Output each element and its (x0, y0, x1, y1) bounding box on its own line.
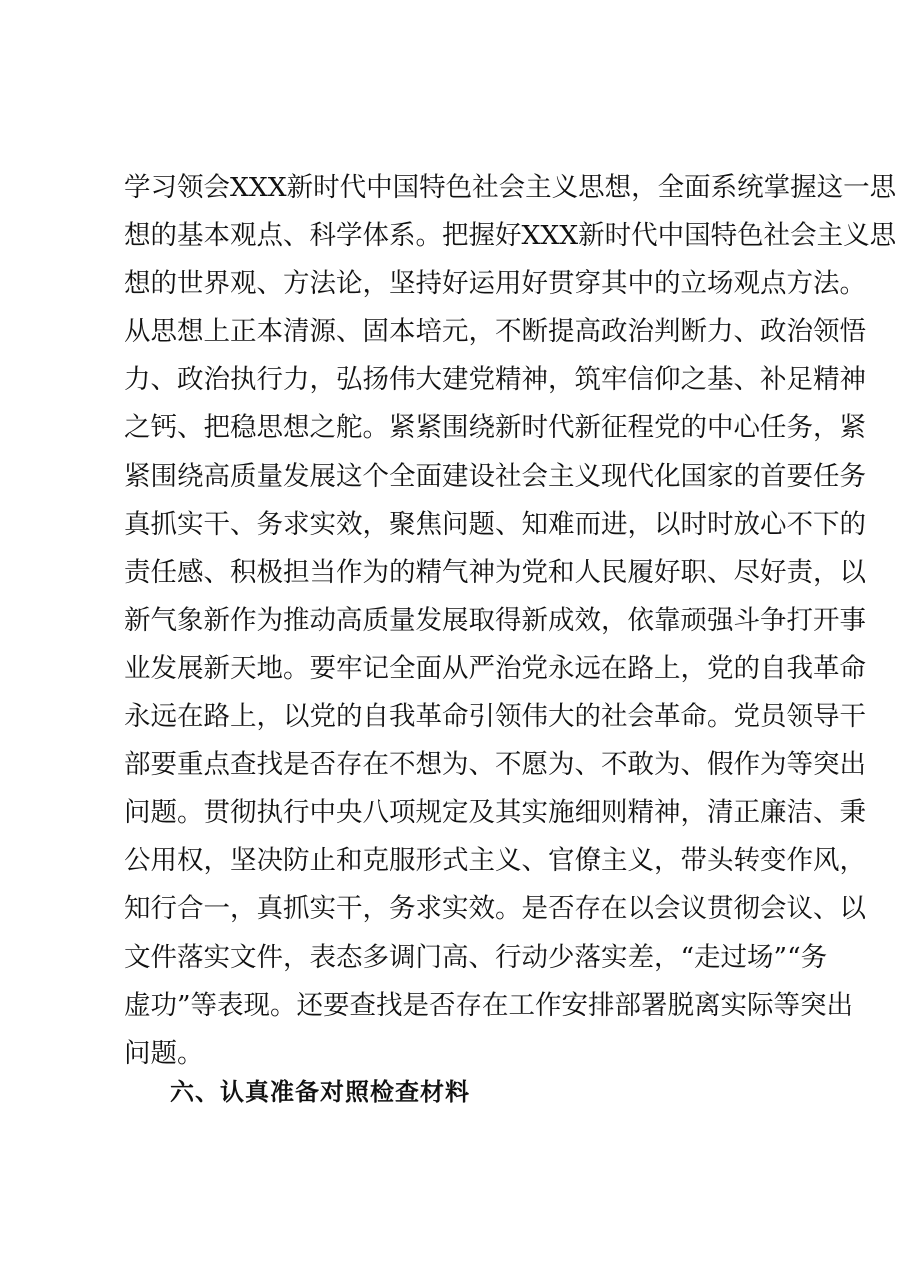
paragraph-line: 真抓实干、务求实效，聚焦问题、知难而进，以时时放心不下的 (124, 508, 866, 540)
paragraph-line: 责任感、积极担当作为的精气神为党和人民履好职、尽好责，以 (124, 556, 866, 588)
paragraph-line: 新气象新作为推动高质量发展取得新成效，依靠顽强斗争打开事 (124, 604, 866, 636)
paragraph-line: 永远在路上，以党的自我革命引领伟大的社会革命。党员领导干 (124, 701, 866, 733)
paragraph-line: 紧围绕高质量发展这个全面建设社会主义现代化国家的首要任务 (124, 460, 866, 492)
paragraph-line: 问题。贯彻执行中央八项规定及其实施细则精神，清正廉洁、秉 (124, 797, 866, 829)
paragraph-line: 文件落实文件，表态多调门高、行动少落实差，“走过场”“务 (124, 941, 828, 973)
paragraph-line: 部要重点查找是否存在不想为、不愿为、不敢为、假作为等突出 (124, 749, 866, 781)
paragraph-line: 想的世界观、方法论，坚持好运用好贯穿其中的立场观点方法。 (124, 268, 866, 300)
paragraph-line: 之钙、把稳思想之舵。紧紧围绕新时代新征程党的中心任务，紧 (124, 412, 866, 444)
paragraph-line: 力、政治执行力，弘扬伟大建党精神，筑牢信仰之基、补足精神 (124, 364, 866, 396)
paragraph-line: 想的基本观点、科学体系。把握好XXX新时代中国特色社会主义思 (124, 220, 897, 252)
body-paragraph (124, 164, 897, 1078)
paragraph-line: 从思想上正本清源、固本培元，不断提高政治判断力、政治领悟 (124, 316, 866, 348)
section-heading: 六、认真准备对照检查材料 (170, 1078, 470, 1106)
paragraph-line: 业发展新天地。要牢记全面从严治党永远在路上，党的自我革命 (124, 652, 866, 684)
paragraph-line: 问题。 (124, 1037, 204, 1069)
paragraph-line: 学习领会XXX新时代中国特色社会主义思想，全面系统掌握这一思 (124, 172, 897, 203)
paragraph-line: 公用权，坚决防止和克服形式主义、官僚主义，带头转变作风， (124, 845, 866, 877)
paragraph-line: 知行合一，真抓实干，务求实效。是否存在以会议贯彻会议、以 (124, 893, 866, 925)
paragraph-line: 虚功”等表现。还要查找是否存在工作安排部署脱离实际等突出 (124, 989, 854, 1021)
